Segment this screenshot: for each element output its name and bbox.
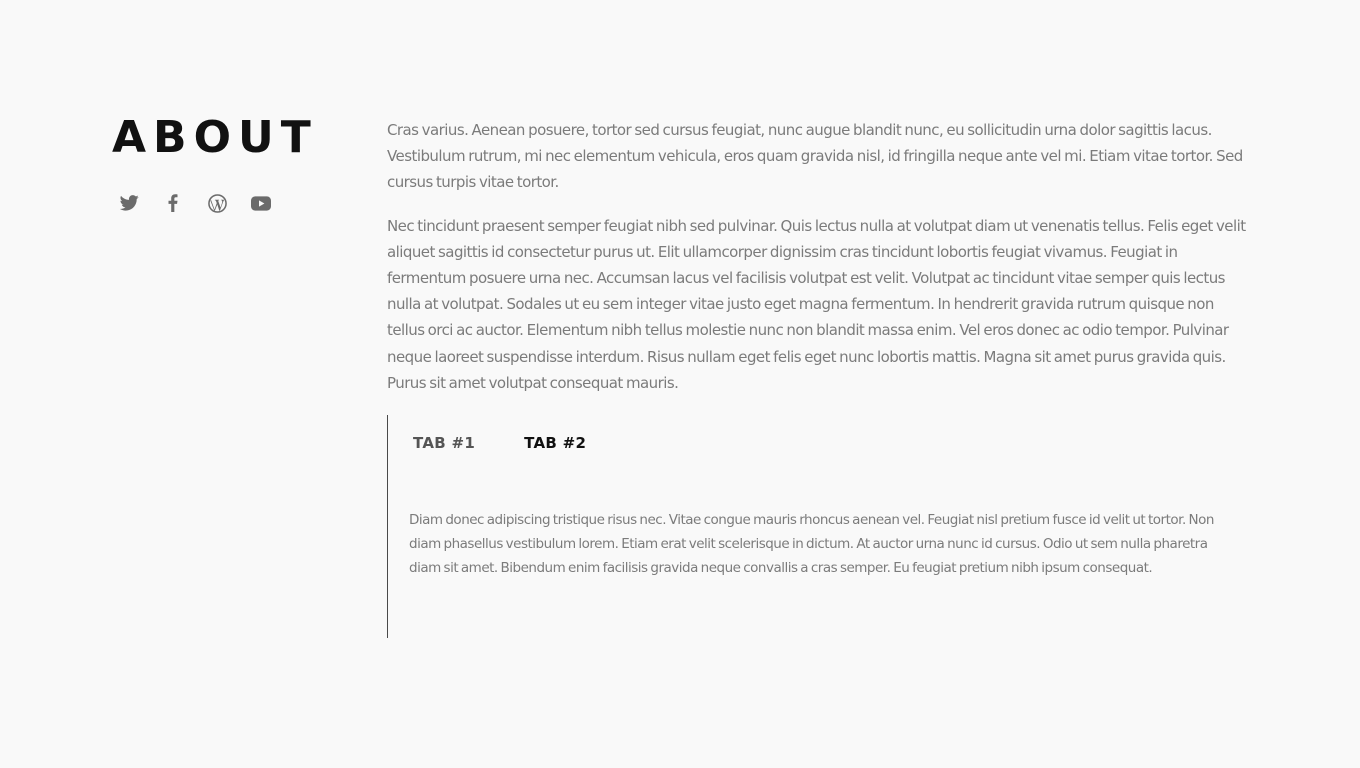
intro-paragraph: Cras varius. Aenean posuere, tortor sed cursus feugiat, nunc augue blandit nunc, eu sollicitudin urna dolor sagittis lacus. Vestibulum rutrum, mi nec elementum vehicula, eros quam gravida nisl, id fringilla neque ante vel mi. Etiam vitae tortor. Sed cursus turpis vitae tortor. xyxy=(387,121,1243,192)
youtube-icon[interactable] xyxy=(251,192,271,214)
page-title: ABOUT xyxy=(112,112,318,163)
facebook-icon[interactable] xyxy=(163,192,183,214)
about-content xyxy=(387,117,1253,413)
wordpress-icon[interactable] xyxy=(207,192,227,214)
social-links xyxy=(119,192,271,214)
tab-1[interactable]: TAB #1 xyxy=(413,434,476,452)
twitter-icon[interactable] xyxy=(119,192,139,214)
tab-bar xyxy=(413,432,586,454)
tab-panel-text: Diam donec adipiscing tristique risus nec. Vitae congue mauris rhoncus aenean vel. Feugiat nisl pretium fusce id velit ut tortor. Non diam phasellus vestibulum lorem. Etiam erat velit scelerisque in dictum. At auctor urna nunc id cursus. Odio ut sem nulla pharetra diam sit amet. Bibendum enim facilisis gravida neque convallis a cras semper. Eu feugiat pretium nibh ipsum consequat. xyxy=(409,512,1214,576)
body-paragraph: Nec tincidunt praesent semper feugiat nibh sed pulvinar. Quis lectus nulla at volutpat diam ut venenatis tellus. Felis eget velit aliquet sagittis id consectetur purus ut. Elit ullamcorper dignissim cras tincidunt lobortis feugiat vivamus. Feugiat in fermentum posuere urna nec. Accumsan lacus vel facilisis volutpat est velit. Volutpat ac tincidunt vitae semper quis lectus nulla at volutpat. Sodales ut eu sem integer vitae justo eget magna fermentum. In hendrerit gravida rutrum quisque non tellus orci ac auctor. Elementum nibh tellus molestie nunc non blandit massa enim. Vel eros donec ac odio tempor. Pulvinar neque laoreet suspendisse interdum. Risus nullam eget felis eget nunc lobortis mattis. Magna sit amet purus gravida quis. Purus sit amet volutpat consequat mauris. xyxy=(387,216,1246,392)
tabs-widget xyxy=(387,415,1248,638)
tab-2[interactable]: TAB #2 xyxy=(524,434,587,452)
